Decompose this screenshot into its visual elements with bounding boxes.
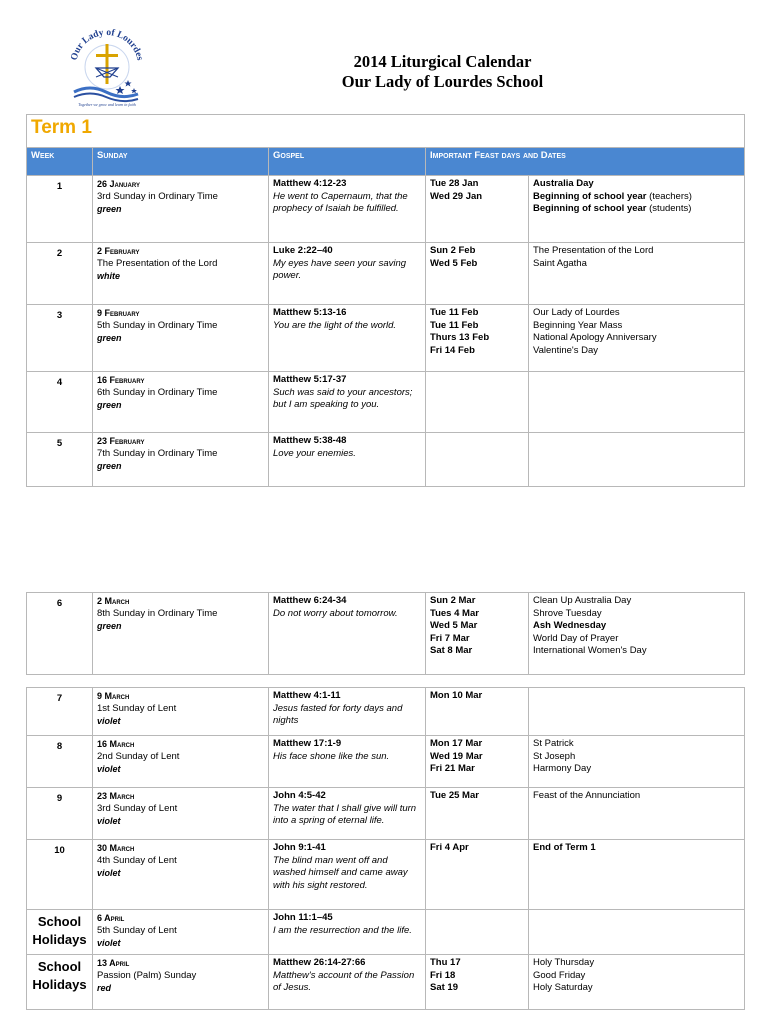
gospel-cell [269, 433, 426, 487]
liturgical-colour: violet [97, 716, 121, 726]
gospel-reference: Luke 2:22–40 [273, 245, 333, 256]
week-row [27, 910, 745, 955]
school-logo [66, 20, 148, 108]
feast-name-text: Our Lady of Lourdes [533, 307, 620, 318]
calendar-table-term1 [26, 114, 745, 487]
feast-name-text: Feast of the Annunciation [533, 790, 641, 801]
feast-name [533, 332, 740, 345]
feast-dates-cell [426, 593, 529, 675]
feast-names-cell [529, 688, 745, 736]
feast-dates-cell [426, 305, 529, 372]
feast-dates-cell [426, 372, 529, 433]
title-line-1: 2014 Liturgical Calendar [353, 52, 532, 71]
gospel-cell [269, 736, 426, 788]
feast-name-text: Holy Saturday [533, 982, 593, 993]
gospel-reference: John 4:5-42 [273, 790, 326, 801]
sunday-cell [93, 433, 269, 487]
feast-name [533, 970, 740, 983]
gospel-cell [269, 788, 426, 840]
gospel-cell [269, 243, 426, 305]
feast-name-text: Australia Day [533, 178, 594, 189]
feast-dates-cell [426, 955, 529, 1010]
feast-name-text: Saint Agatha [533, 257, 587, 269]
sunday-name: Passion (Palm) Sunday [97, 969, 197, 981]
liturgical-colour: green [97, 333, 122, 343]
gospel-cell [269, 305, 426, 372]
sunday-name: 5th Sunday in Ordinary Time [97, 319, 218, 331]
header-feasts: Important Feast days and Dates [426, 148, 745, 176]
feast-name-text: End of Term 1 [533, 842, 596, 853]
feast-name-text: World Day of Prayer [533, 632, 619, 644]
calendar-table-lent [26, 687, 745, 1010]
gospel-text: Matthew's account of the Passion of Jesus. [273, 969, 415, 993]
week-number: 4 [27, 372, 93, 433]
feast-date: Tue 28 Jan [430, 178, 479, 189]
feast-name [533, 790, 740, 803]
liturgical-colour: white [97, 271, 121, 281]
week-number: 7 [27, 688, 93, 736]
sunday-cell [93, 372, 269, 433]
feast-name-text: Beginning Year Mass [533, 319, 623, 331]
feast-dates-cell [426, 910, 529, 955]
liturgical-colour: violet [97, 816, 121, 826]
week-row [27, 243, 745, 305]
week-row [27, 593, 745, 675]
feast-names-cell [529, 243, 745, 305]
week-number: 10 [27, 840, 93, 910]
feast-names-cell [529, 955, 745, 1010]
week-number: 8 [27, 736, 93, 788]
sunday-cell [93, 243, 269, 305]
feast-date: Sun 2 Mar [430, 595, 476, 606]
liturgical-colour: violet [97, 938, 121, 948]
header-week: Week [27, 148, 93, 176]
feast-name [533, 608, 740, 621]
feast-name-suffix: (students) [646, 203, 692, 214]
feast-name [533, 620, 740, 633]
feast-date: Thurs 13 Feb [430, 332, 490, 343]
gospel-text: My eyes have seen your saving power. [273, 257, 407, 281]
feast-date: Wed 5 Mar [430, 620, 478, 631]
week-number: School Holidays [27, 910, 93, 955]
gospel-text: I am the resurrection and the life. [273, 924, 412, 936]
gospel-text: Do not worry about tomorrow. [273, 607, 398, 619]
week-number: 1 [27, 176, 93, 243]
gospel-reference: Matthew 4:1-11 [273, 690, 341, 701]
liturgical-colour: red [97, 983, 112, 993]
feast-date: Mon 17 Mar [430, 738, 483, 749]
week-number: 6 [27, 593, 93, 675]
header-sunday: Sunday [93, 148, 269, 176]
feast-names-cell [529, 305, 745, 372]
sunday-cell [93, 593, 269, 675]
feast-date: Sat 19 [430, 982, 458, 993]
gospel-reference: Matthew 17:1-9 [273, 738, 342, 749]
sunday-name: 4th Sunday of Lent [97, 854, 177, 866]
feast-name [533, 763, 740, 776]
gospel-reference: Matthew 6:24-34 [273, 595, 347, 606]
feast-name-text: The Presentation of the Lord [533, 245, 654, 256]
term-title-cell [27, 115, 745, 148]
liturgical-colour: violet [97, 764, 121, 774]
gospel-text: The blind man went off and washed himself and came away with his sight restored. [273, 854, 408, 891]
sunday-cell [93, 955, 269, 1010]
liturgical-colour: green [97, 461, 122, 471]
sunday-name: 2nd Sunday of Lent [97, 750, 180, 762]
sunday-date: 9 March [97, 691, 130, 701]
feast-dates-cell [426, 840, 529, 910]
gospel-text: Love your enemies. [273, 447, 356, 459]
feast-name-text: Valentine's Day [533, 344, 599, 356]
week-number: 9 [27, 788, 93, 840]
sunday-cell [93, 688, 269, 736]
feast-date: Fri 4 Apr [430, 842, 469, 853]
feast-name-text: Clean Up Australia Day [533, 595, 632, 606]
gospel-cell [269, 688, 426, 736]
feast-name [533, 842, 740, 855]
feast-name [533, 307, 740, 320]
feast-name-text: Good Friday [533, 969, 586, 981]
feast-name-text: Holy Thursday [533, 957, 595, 968]
feast-names-cell [529, 593, 745, 675]
feast-dates-cell [426, 243, 529, 305]
logo-motto: Together we grow and learn in faith [78, 102, 136, 107]
feast-names-cell [529, 433, 745, 487]
feast-date: Sun 2 Feb [430, 245, 476, 256]
feast-date: Tue 11 Feb [430, 319, 479, 331]
liturgical-colour: green [97, 204, 122, 214]
gospel-reference: Matthew 5:13-16 [273, 307, 347, 318]
sunday-name: 8th Sunday in Ordinary Time [97, 607, 218, 619]
sunday-cell [93, 305, 269, 372]
feast-dates-cell [426, 176, 529, 243]
sunday-name: The Presentation of the Lord [97, 257, 218, 269]
feast-name [533, 738, 740, 751]
term-title: Term 1 [31, 117, 92, 138]
feast-name [533, 191, 740, 204]
gospel-reference: John 11:1–45 [273, 912, 333, 923]
feast-name-text: Harmony Day [533, 763, 592, 774]
gospel-cell [269, 840, 426, 910]
sunday-name: 3rd Sunday of Lent [97, 802, 178, 814]
feast-names-cell [529, 372, 745, 433]
gospel-cell [269, 176, 426, 243]
feast-name-text: Ash Wednesday [533, 620, 607, 631]
sunday-name: 6th Sunday in Ordinary Time [97, 386, 218, 398]
week-row [27, 840, 745, 910]
calendar-table-week6 [26, 592, 745, 675]
feast-date: Tues 4 Mar [430, 607, 479, 619]
week-number: 2 [27, 243, 93, 305]
sunday-date: 23 February [97, 436, 145, 446]
gospel-cell [269, 910, 426, 955]
feast-date: Fri 18 [430, 969, 456, 981]
week-number: 5 [27, 433, 93, 487]
logo-text: Our Lady of Lourdes [69, 27, 145, 62]
gospel-cell [269, 372, 426, 433]
liturgical-colour: violet [97, 868, 121, 878]
sunday-date: 6 April [97, 913, 125, 923]
feast-name [533, 178, 740, 191]
gospel-reference: Matthew 4:12-23 [273, 178, 347, 189]
feast-name [533, 751, 740, 764]
feast-dates-cell [426, 688, 529, 736]
week-row [27, 372, 745, 433]
feast-name-text: Beginning of school year [533, 203, 647, 214]
sunday-date: 16 February [97, 375, 145, 385]
sunday-name: 7th Sunday in Ordinary Time [97, 447, 218, 459]
feast-date: Thu 17 [430, 957, 461, 968]
sunday-date: 2 February [97, 246, 140, 256]
feast-date: Fri 14 Feb [430, 344, 475, 356]
gospel-text: You are the light of the world. [273, 319, 397, 331]
sunday-name: 3rd Sunday in Ordinary Time [97, 190, 218, 202]
liturgical-colour: green [97, 400, 122, 410]
week-number: School Holidays [27, 955, 93, 1010]
sunday-cell [93, 910, 269, 955]
sunday-name: 5th Sunday of Lent [97, 924, 177, 936]
sunday-cell [93, 788, 269, 840]
gospel-reference: Matthew 5:38-48 [273, 435, 347, 446]
feast-names-cell [529, 176, 745, 243]
week-number: 3 [27, 305, 93, 372]
feast-dates-cell [426, 433, 529, 487]
feast-name [533, 258, 740, 271]
sunday-date: 13 April [97, 958, 130, 968]
feast-name [533, 982, 740, 995]
document-title [300, 52, 585, 92]
feast-names-cell [529, 788, 745, 840]
sunday-date: 16 March [97, 739, 135, 749]
gospel-text: The water that I shall give will turn into a spring of eternal life. [273, 802, 417, 826]
sunday-date: 26 January [97, 179, 140, 189]
feast-name-text: National Apology Anniversary [533, 332, 657, 343]
gospel-text: Such was said to your ancestors; but I am speaking to you. [273, 386, 413, 410]
feast-date: Fri 7 Mar [430, 632, 470, 644]
gospel-reference: John 9:1-41 [273, 842, 326, 853]
sunday-cell [93, 176, 269, 243]
feast-name-text: Shrove Tuesday [533, 607, 602, 619]
feast-name [533, 645, 740, 658]
feast-date: Fri 21 Mar [430, 763, 475, 774]
gospel-text: Jesus fasted for forty days and nights [273, 702, 403, 726]
gospel-reference: Matthew 5:17-37 [273, 374, 347, 385]
sunday-date: 23 March [97, 791, 135, 801]
feast-date: Tue 11 Feb [430, 307, 479, 318]
gospel-cell [269, 955, 426, 1010]
feast-name-text: International Women's Day [533, 645, 647, 656]
feast-name [533, 957, 740, 970]
feast-date: Tue 25 Mar [430, 790, 479, 801]
sunday-date: 30 March [97, 843, 135, 853]
sunday-name: 1st Sunday of Lent [97, 702, 177, 714]
sunday-cell [93, 840, 269, 910]
feast-name [533, 203, 740, 216]
sunday-date: 9 February [97, 308, 140, 318]
feast-name-text: Beginning of school year [533, 190, 647, 202]
gospel-reference: Matthew 26:14-27:66 [273, 957, 366, 968]
feast-dates-cell [426, 736, 529, 788]
feast-date: Mon 10 Mar [430, 690, 483, 701]
feast-name [533, 320, 740, 333]
feast-names-cell [529, 736, 745, 788]
feast-names-cell [529, 840, 745, 910]
week-row [27, 176, 745, 243]
header-gospel: Gospel [269, 148, 426, 176]
feast-date: Sat 8 Mar [430, 645, 473, 656]
feast-date: Wed 19 Mar [430, 750, 483, 762]
week-row [27, 736, 745, 788]
gospel-cell [269, 593, 426, 675]
week-row [27, 955, 745, 1010]
feast-names-cell [529, 910, 745, 955]
gospel-text: His face shone like the sun. [273, 750, 390, 762]
sunday-cell [93, 736, 269, 788]
feast-name-suffix: (teachers) [646, 190, 692, 202]
feast-dates-cell [426, 788, 529, 840]
week-row [27, 433, 745, 487]
title-line-2: Our Lady of Lourdes School [341, 72, 544, 91]
sunday-date: 2 March [97, 596, 130, 606]
feast-name [533, 595, 740, 608]
week-row [27, 688, 745, 736]
week-row [27, 305, 745, 372]
feast-name [533, 633, 740, 646]
week-row [27, 788, 745, 840]
feast-date: Wed 29 Jan [430, 190, 483, 202]
feast-name [533, 245, 740, 258]
feast-name-text: St Joseph [533, 750, 576, 762]
feast-name-text: St Patrick [533, 738, 574, 749]
feast-date: Wed 5 Feb [430, 257, 478, 269]
feast-name [533, 345, 740, 358]
gospel-text: He went to Capernaum, that the prophecy of Isaiah be fulfilled. [273, 190, 408, 214]
liturgical-colour: green [97, 621, 122, 631]
